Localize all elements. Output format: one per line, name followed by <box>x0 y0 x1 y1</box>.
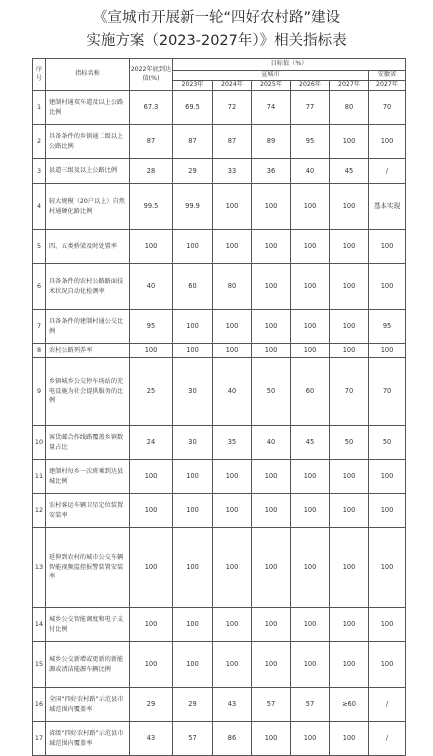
city-target-value: 100 <box>291 722 330 756</box>
row-index: 14 <box>33 608 46 642</box>
indicator-name: 城乡公交新增或更新的新能源或清洁能源车辆比例 <box>46 642 130 688</box>
city-target-value: 100 <box>330 125 369 159</box>
city-target-value: 100 <box>213 528 252 608</box>
city-target-value: 86 <box>213 722 252 756</box>
table-row <box>33 125 406 159</box>
city-target-value: 45 <box>330 159 369 184</box>
header-year: 2025年 <box>252 81 291 91</box>
city-target-value: 100 <box>252 344 291 358</box>
city-target-value: 80 <box>213 264 252 310</box>
city-target-value: 70 <box>330 358 369 426</box>
header-year: 2027年 <box>369 81 406 91</box>
row-index: 11 <box>33 460 46 494</box>
city-target-value: 40 <box>252 426 291 460</box>
table-row <box>33 722 406 756</box>
indicator-name: 乡镇城乡公交停车场站的充电设施为社会提供服务的比例 <box>46 358 130 426</box>
baseline-value: 25 <box>130 358 173 426</box>
row-index: 3 <box>33 159 46 184</box>
table-row <box>33 688 406 722</box>
city-target-value: 100 <box>173 344 213 358</box>
city-target-value: 36 <box>252 159 291 184</box>
table-row <box>33 159 406 184</box>
table-row <box>33 230 406 264</box>
table-row <box>33 494 406 528</box>
city-target-value: 100 <box>213 642 252 688</box>
city-target-value: 100 <box>173 608 213 642</box>
city-target-value: 35 <box>213 426 252 460</box>
baseline-value: 43 <box>130 722 173 756</box>
city-target-value: 100 <box>252 460 291 494</box>
indicator-name: 延伸到农村的城市公交车辆智能视频监控报警装置安装率 <box>46 528 130 608</box>
province-target-value: 100 <box>369 264 406 310</box>
city-target-value: 100 <box>213 494 252 528</box>
city-target-value: 72 <box>213 91 252 125</box>
city-target-value: 89 <box>252 125 291 159</box>
city-target-value: 57 <box>291 688 330 722</box>
city-target-value: 100 <box>173 310 213 344</box>
row-index: 16 <box>33 688 46 722</box>
province-target-value: 70 <box>369 358 406 426</box>
province-target-value: 100 <box>369 608 406 642</box>
city-target-value: 87 <box>213 125 252 159</box>
province-target-value: 100 <box>369 494 406 528</box>
indicator-name: 较大规模（20户以上）自然村通硬化路比例 <box>46 184 130 230</box>
baseline-value: 100 <box>130 528 173 608</box>
baseline-value: 67.3 <box>130 91 173 125</box>
city-target-value: 100 <box>330 608 369 642</box>
province-target-value: 100 <box>369 125 406 159</box>
city-target-value: 100 <box>291 494 330 528</box>
header-province: 安徽省 <box>369 71 406 81</box>
city-target-value: 100 <box>330 344 369 358</box>
city-target-value: 100 <box>213 184 252 230</box>
baseline-value: 100 <box>130 608 173 642</box>
row-index: 12 <box>33 494 46 528</box>
table-row <box>33 344 406 358</box>
city-target-value: 100 <box>213 344 252 358</box>
document-title-line-1: 《宣城市开展新一轮“四好农村路”建设 <box>92 10 341 26</box>
city-target-value: 100 <box>173 494 213 528</box>
table-row <box>33 608 406 642</box>
city-target-value: 100 <box>252 184 291 230</box>
city-target-value: 60 <box>173 264 213 310</box>
city-target-value: 69.5 <box>173 91 213 125</box>
baseline-value: 100 <box>130 230 173 264</box>
header-index: 序号 <box>33 59 46 91</box>
row-index: 8 <box>33 344 46 358</box>
province-target-value: 95 <box>369 310 406 344</box>
city-target-value: 30 <box>173 426 213 460</box>
header-year: 2027年 <box>330 81 369 91</box>
baseline-value: 100 <box>130 494 173 528</box>
city-target-value: 100 <box>291 264 330 310</box>
province-target-value: 基本实现 <box>369 184 406 230</box>
baseline-value: 24 <box>130 426 173 460</box>
city-target-value: 33 <box>213 159 252 184</box>
city-target-value: 77 <box>291 91 330 125</box>
indicator-name: 建制村通双车道及以上公路比例 <box>46 91 130 125</box>
header-year: 2026年 <box>291 81 330 91</box>
city-target-value: 100 <box>252 310 291 344</box>
city-target-value: 100 <box>213 608 252 642</box>
city-target-value: 100 <box>252 642 291 688</box>
province-target-value: 100 <box>369 344 406 358</box>
baseline-value: 95 <box>130 310 173 344</box>
city-target-value: 100 <box>330 310 369 344</box>
city-target-value: 100 <box>330 494 369 528</box>
city-target-value: 100 <box>330 264 369 310</box>
baseline-value: 29 <box>130 688 173 722</box>
city-target-value: 100 <box>252 608 291 642</box>
header-year: 2024年 <box>213 81 252 91</box>
city-target-value: 100 <box>330 528 369 608</box>
row-index: 13 <box>33 528 46 608</box>
table-row <box>33 264 406 310</box>
row-index: 7 <box>33 310 46 344</box>
baseline-value: 99.5 <box>130 184 173 230</box>
baseline-value: 28 <box>130 159 173 184</box>
header-name: 指标名称 <box>46 59 130 91</box>
city-target-value: 100 <box>213 460 252 494</box>
city-target-value: 100 <box>173 460 213 494</box>
city-target-value: 60 <box>291 358 330 426</box>
city-target-value: 100 <box>291 310 330 344</box>
province-target-value: 70 <box>369 91 406 125</box>
row-index: 15 <box>33 642 46 688</box>
row-index: 1 <box>33 91 46 125</box>
baseline-value: 87 <box>130 125 173 159</box>
indicator-name: 县道三级及以上公路比例 <box>46 159 130 184</box>
indicator-name: 具备条件的建制村通公交比例 <box>46 310 130 344</box>
city-target-value: 57 <box>252 688 291 722</box>
city-target-value: 100 <box>291 344 330 358</box>
indicator-name: 具备条件的乡镇通二级以上公路比例 <box>46 125 130 159</box>
city-target-value: 45 <box>291 426 330 460</box>
indicator-name: 农村客运车辆卫星定位装置安装率 <box>46 494 130 528</box>
city-target-value: 100 <box>330 642 369 688</box>
city-target-value: ≥60 <box>330 688 369 722</box>
table-row <box>33 642 406 688</box>
indicator-name: 客货邮合作线路覆盖乡镇数量占比 <box>46 426 130 460</box>
city-target-value: 80 <box>330 91 369 125</box>
province-target-value: / <box>369 159 406 184</box>
indicator-table-body <box>33 91 406 756</box>
header-year: 2023年 <box>173 81 213 91</box>
province-target-value: 50 <box>369 426 406 460</box>
row-index: 6 <box>33 264 46 310</box>
city-target-value: 100 <box>252 528 291 608</box>
indicator-name: 城乡公交智能调度和电子支付比例 <box>46 608 130 642</box>
city-target-value: 100 <box>213 310 252 344</box>
table-row <box>33 310 406 344</box>
header-baseline: 2022年底到达值(%) <box>130 59 173 91</box>
province-target-value: 100 <box>369 528 406 608</box>
row-index: 17 <box>33 722 46 756</box>
city-target-value: 40 <box>291 159 330 184</box>
indicator-name: 建制村每乡一次班乘到达县城比例 <box>46 460 130 494</box>
city-target-value: 30 <box>173 358 213 426</box>
city-target-value: 100 <box>213 230 252 264</box>
row-index: 2 <box>33 125 46 159</box>
baseline-value: 100 <box>130 642 173 688</box>
table-row <box>33 184 406 230</box>
indicator-name: 省级“四好农村路”示范县市域范围内覆盖率 <box>46 722 130 756</box>
row-index: 9 <box>33 358 46 426</box>
city-target-value: 100 <box>291 230 330 264</box>
province-target-value: / <box>369 722 406 756</box>
city-target-value: 95 <box>291 125 330 159</box>
table-row <box>33 426 406 460</box>
city-target-value: 100 <box>330 230 369 264</box>
city-target-value: 40 <box>213 358 252 426</box>
city-target-value: 29 <box>173 159 213 184</box>
indicator-table <box>32 58 406 756</box>
row-index: 5 <box>33 230 46 264</box>
city-target-value: 100 <box>173 230 213 264</box>
province-target-value: / <box>369 688 406 722</box>
city-target-value: 100 <box>252 264 291 310</box>
indicator-name: 农村公路列养率 <box>46 344 130 358</box>
city-target-value: 100 <box>330 184 369 230</box>
city-target-value: 43 <box>213 688 252 722</box>
indicator-name: 四、五类桥梁及时处置率 <box>46 230 130 264</box>
row-index: 10 <box>33 426 46 460</box>
header-city: 宣城市 <box>173 71 369 81</box>
province-target-value: 100 <box>369 642 406 688</box>
city-target-value: 87 <box>173 125 213 159</box>
city-target-value: 57 <box>173 722 213 756</box>
city-target-value: 100 <box>252 230 291 264</box>
indicator-name: 具备条件的农村公路路面技术状况自动化检测率 <box>46 264 130 310</box>
city-target-value: 100 <box>330 722 369 756</box>
city-target-value: 100 <box>330 460 369 494</box>
row-index: 4 <box>33 184 46 230</box>
city-target-value: 74 <box>252 91 291 125</box>
city-target-value: 100 <box>291 528 330 608</box>
city-target-value: 100 <box>291 184 330 230</box>
city-target-value: 100 <box>173 642 213 688</box>
city-target-value: 100 <box>252 494 291 528</box>
city-target-value: 29 <box>173 688 213 722</box>
city-target-value: 100 <box>173 528 213 608</box>
table-row <box>33 460 406 494</box>
city-target-value: 100 <box>291 608 330 642</box>
table-row <box>33 91 406 125</box>
city-target-value: 100 <box>291 460 330 494</box>
city-target-value: 50 <box>330 426 369 460</box>
baseline-value: 100 <box>130 344 173 358</box>
table-row <box>33 528 406 608</box>
province-target-value: 100 <box>369 230 406 264</box>
baseline-value: 40 <box>130 264 173 310</box>
document-title-line-2: 实施方案（2023-2027年）》相关指标表 <box>86 33 347 49</box>
city-target-value: 100 <box>291 642 330 688</box>
city-target-value: 50 <box>252 358 291 426</box>
header-target: 目标值（%） <box>173 59 406 71</box>
baseline-value: 100 <box>130 460 173 494</box>
city-target-value: 99.9 <box>173 184 213 230</box>
table-row <box>33 358 406 426</box>
province-target-value: 100 <box>369 460 406 494</box>
indicator-name: 全国“四好农村路”示范县市域范围内覆盖率 <box>46 688 130 722</box>
city-target-value: 100 <box>252 722 291 756</box>
